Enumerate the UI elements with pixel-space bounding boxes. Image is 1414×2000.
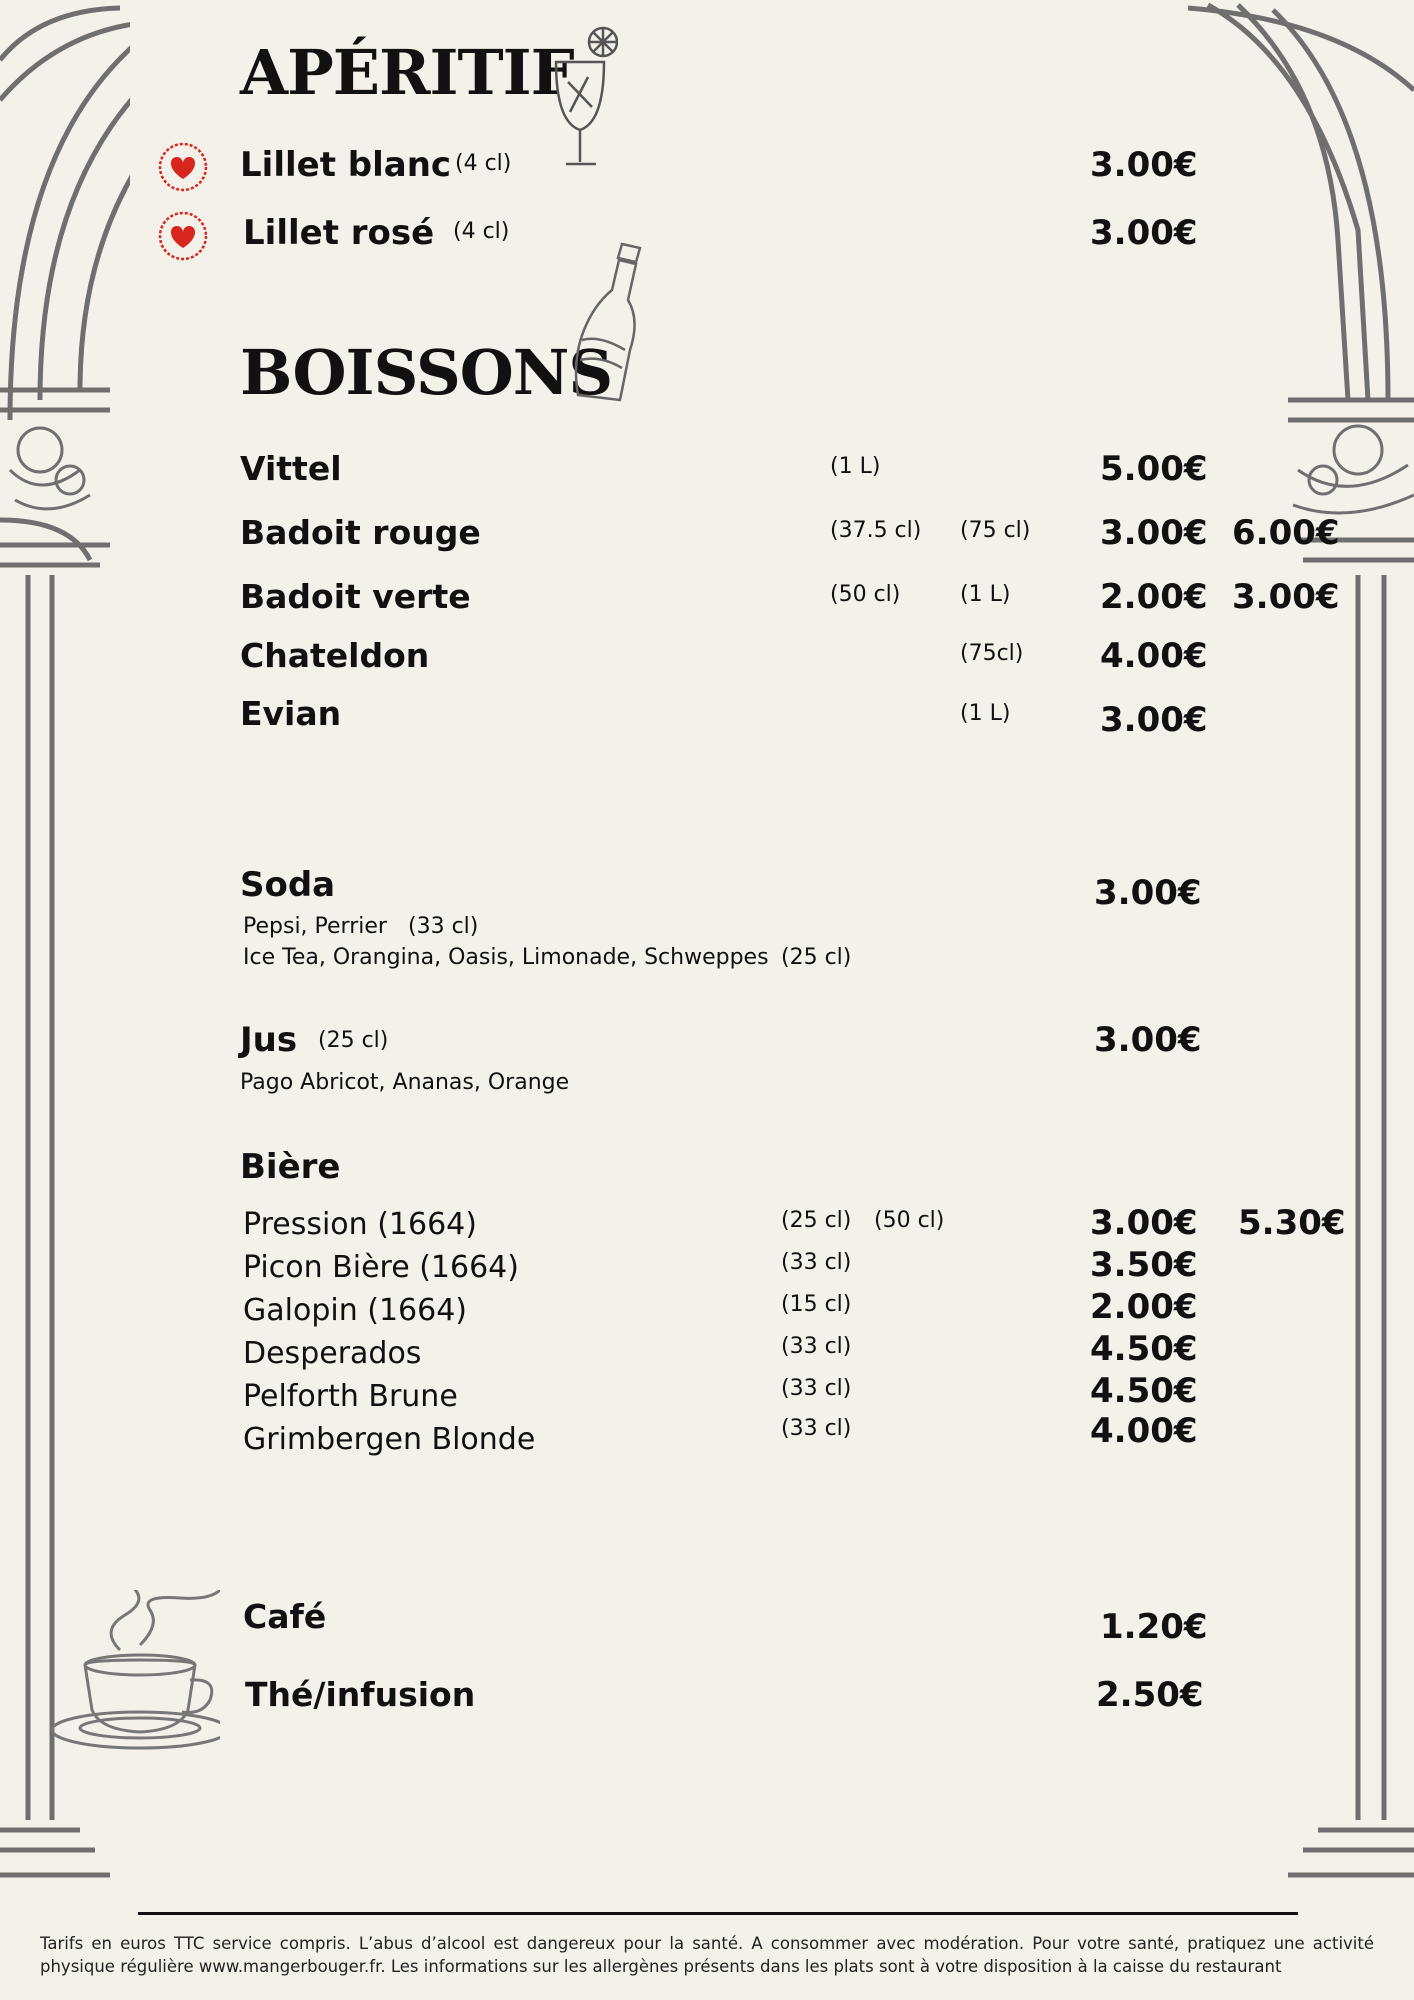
biere-item-size: (33 cl) bbox=[781, 1416, 852, 1441]
heart-badge-icon bbox=[157, 210, 209, 262]
aperitif-item-price: 3.00€ bbox=[1090, 213, 1198, 253]
aperitif-item-size: (4 cl) bbox=[455, 151, 512, 176]
biere-item-size: (15 cl) bbox=[781, 1292, 852, 1317]
water-item-size-alt: (75cl) bbox=[960, 641, 1024, 666]
biere-item-price: 4.50€ bbox=[1090, 1371, 1198, 1411]
bottle-icon bbox=[570, 240, 645, 405]
biere-item-name: Galopin (1664) bbox=[243, 1293, 468, 1328]
biere-item-size: (33 cl) bbox=[781, 1376, 852, 1401]
footer-disclaimer: Tarifs en euros TTC service compris. L’abus d’alcool est dangereux pour la santé. A consommer avec modération. Pour votre santé, pratiquez une activité physique régulière www.mangerbouger.fr. Les informations sur les allergènes présents dans les plats sont à votre disposition à la caisse du restaurant bbox=[40, 1934, 1374, 1976]
hot-item-name: Thé/infusion bbox=[245, 1675, 476, 1714]
water-item-size: (50 cl) bbox=[830, 582, 901, 607]
arch-column-right bbox=[1188, 0, 1414, 1900]
water-item-price: 5.00€ bbox=[1100, 449, 1208, 489]
biere-title: Bière bbox=[240, 1147, 341, 1187]
water-item-size-alt: (1 L) bbox=[960, 701, 1011, 726]
water-item-name: Vittel bbox=[240, 449, 342, 488]
soda-line1: Pepsi, Perrier bbox=[243, 914, 387, 939]
aperitif-item-name: Lillet blanc bbox=[240, 145, 452, 185]
biere-item-price-alt: 5.30€ bbox=[1238, 1203, 1346, 1243]
biere-item-price: 3.00€ bbox=[1090, 1203, 1198, 1243]
soda-line1-size: (33 cl) bbox=[408, 914, 479, 939]
biere-item-price: 4.00€ bbox=[1090, 1411, 1198, 1451]
biere-item-size-alt: (50 cl) bbox=[874, 1208, 945, 1233]
jus-desc: Pago Abricot, Ananas, Orange bbox=[240, 1070, 570, 1095]
water-item-name: Evian bbox=[240, 694, 342, 733]
jus-title: Jus bbox=[240, 1020, 298, 1060]
jus-size: (25 cl) bbox=[318, 1028, 389, 1053]
water-item-name: Badoit verte bbox=[240, 577, 471, 616]
water-item-name: Badoit rouge bbox=[240, 513, 481, 552]
heart-badge-icon bbox=[157, 141, 209, 193]
biere-item-name: Desperados bbox=[243, 1336, 422, 1371]
soda-line2: Ice Tea, Orangina, Oasis, Limonade, Schweppes bbox=[243, 945, 769, 970]
boissons-title: BOISSONS bbox=[240, 336, 613, 409]
water-item-name: Chateldon bbox=[240, 636, 430, 675]
water-item-price: 4.00€ bbox=[1100, 636, 1208, 676]
biere-item-name: Grimbergen Blonde bbox=[243, 1422, 536, 1457]
coffee-cup-icon bbox=[50, 1590, 220, 1750]
biere-item-price: 4.50€ bbox=[1090, 1329, 1198, 1369]
hot-item-price: 2.50€ bbox=[1096, 1675, 1204, 1715]
water-item-size: (1 L) bbox=[830, 454, 881, 479]
hot-item-price: 1.20€ bbox=[1100, 1607, 1208, 1647]
soda-price: 3.00€ bbox=[1094, 873, 1202, 913]
water-item-price-alt: 3.00€ bbox=[1232, 577, 1340, 617]
water-item-size-alt: (75 cl) bbox=[960, 518, 1031, 543]
biere-item-size: (25 cl) bbox=[781, 1208, 852, 1233]
biere-item-name: Pelforth Brune bbox=[243, 1379, 458, 1414]
biere-item-price: 3.50€ bbox=[1090, 1245, 1198, 1285]
footer-divider bbox=[138, 1912, 1298, 1915]
biere-item-name: Pression (1664) bbox=[243, 1207, 477, 1242]
aperitif-item-size: (4 cl) bbox=[453, 219, 510, 244]
water-item-price: 3.00€ bbox=[1100, 700, 1208, 740]
water-item-price: 2.00€ bbox=[1100, 577, 1208, 617]
water-item-size: (37.5 cl) bbox=[830, 518, 922, 543]
water-item-size-alt: (1 L) bbox=[960, 582, 1011, 607]
aperitif-title: APÉRITIF bbox=[240, 36, 574, 109]
water-item-price-alt: 6.00€ bbox=[1232, 513, 1340, 553]
cocktail-glass-icon bbox=[548, 22, 618, 172]
water-item-price: 3.00€ bbox=[1100, 513, 1208, 553]
jus-price: 3.00€ bbox=[1094, 1020, 1202, 1060]
aperitif-item-name: Lillet rosé bbox=[243, 213, 435, 253]
soda-title: Soda bbox=[240, 865, 336, 905]
biere-item-price: 2.00€ bbox=[1090, 1287, 1198, 1327]
soda-line2-size: (25 cl) bbox=[781, 945, 852, 970]
hot-item-name: Café bbox=[243, 1597, 327, 1636]
aperitif-item-price: 3.00€ bbox=[1090, 145, 1198, 185]
biere-item-size: (33 cl) bbox=[781, 1334, 852, 1359]
biere-item-name: Picon Bière (1664) bbox=[243, 1250, 519, 1285]
biere-item-size: (33 cl) bbox=[781, 1250, 852, 1275]
